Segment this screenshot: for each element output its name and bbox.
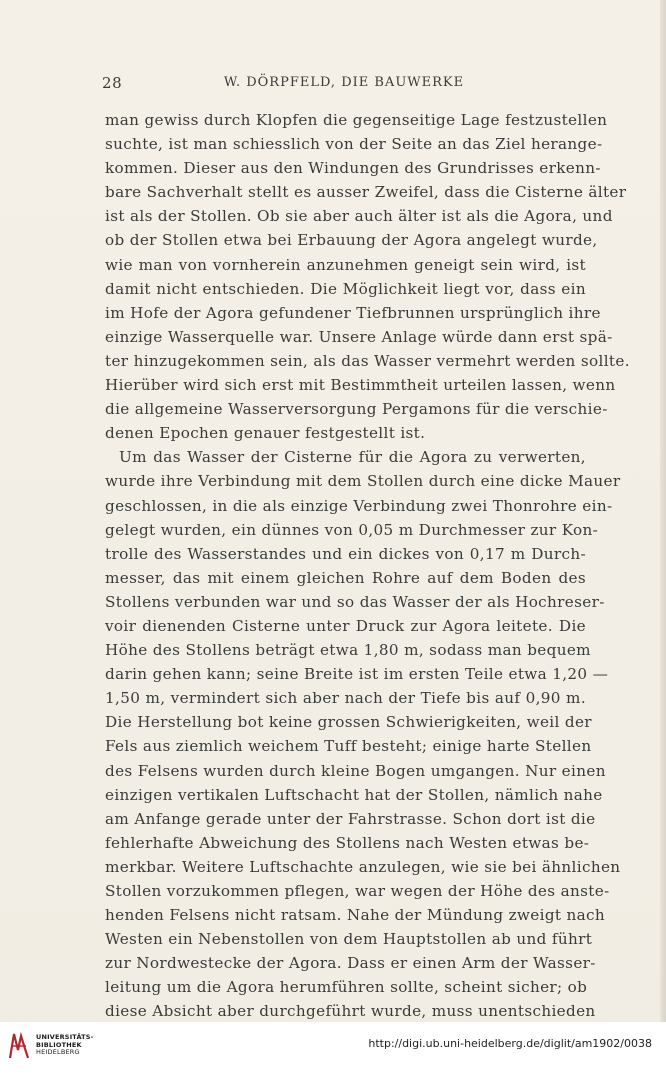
text-line: einzige Wasserquelle war. Unsere Anlage würde dann erst spä- xyxy=(105,327,613,346)
text-line: wurde ihre Verbindung mit dem Stollen durch eine dicke Mauer xyxy=(105,472,621,491)
text-line: damit nicht entschieden. Die Möglichkeit liegt vor, dass ein xyxy=(105,279,586,298)
page-edge-shadow xyxy=(660,0,666,1079)
text-line: Westen ein Nebenstollen von dem Hauptstollen ab und führt xyxy=(105,930,593,949)
library-logo-icon xyxy=(8,1030,30,1060)
text-line: ob der Stollen etwa bei Erbauung der Agora angelegt wurde, xyxy=(105,231,598,250)
running-head xyxy=(102,74,586,94)
text-line: Stollen vorzukommen pflegen, war wegen der Höhe des anste- xyxy=(105,882,610,900)
text-line: Stollens verbunden war und so das Wasser der als Hochreser- xyxy=(105,592,605,611)
text-line: darin gehen kann; seine Breite ist im ersten Teile etwa 1,20 — xyxy=(105,665,609,684)
text-line: suchte, ist man schiesslich von der Seite an das Ziel herange- xyxy=(105,135,603,154)
text-line: leitung um die Agora herumführen sollte, scheint sicher; ob xyxy=(105,978,588,997)
text-line: merkbar. Weitere Luftschachte anzulegen, wie sie bei ähnlichen xyxy=(105,857,621,876)
text-line: man gewiss durch Klopfen die gegenseitige Lage festzustellen xyxy=(105,111,608,129)
library-name-line1: UNIVERSITÄTS- xyxy=(36,1033,94,1041)
text-line: Höhe des Stollens beträgt etwa 1,80 m, sodass man bequem xyxy=(105,641,591,660)
text-line: trolle des Wasserstandes und ein dickes von 0,17 m Durch- xyxy=(105,544,586,563)
text-line: bare Sachverhalt stellt es ausser Zweifel, dass die Cisterne älter xyxy=(105,183,627,202)
running-title: W. DÖRPFELD, DIE BAUWERKE xyxy=(223,75,465,90)
library-name-line2: BIBLIOTHEK xyxy=(36,1040,82,1049)
text-line: denen Epochen genauer festgestellt ist. xyxy=(105,424,426,443)
text-line: voir dienenden Cisterne unter Druck zur Agora leitete. Die xyxy=(105,616,586,635)
text-line: henden Felsens nicht ratsam. Nahe der Mündung zweigt nach xyxy=(105,906,606,925)
text-line: wie man von vornherein anzunehmen geneigt sein wird, ist xyxy=(105,255,586,274)
text-line: Fels aus ziemlich weichem Tuff besteht; einige harte Stellen xyxy=(105,737,592,756)
text-line: zur Nordwestecke der Agora. Dass er einen Arm der Wasser- xyxy=(105,954,596,973)
text-line: einzigen vertikalen Luftschacht hat der Stollen, nämlich nahe xyxy=(105,785,603,804)
text-line: ist als der Stollen. Ob sie aber auch älter ist als die Agora, und xyxy=(105,207,613,226)
text-line: Die Herstellung bot keine grossen Schwierigkeiten, weil der xyxy=(105,713,592,732)
text-line: diese Absicht aber durchgeführt wurde, muss unentschieden xyxy=(105,1002,596,1021)
text-line: kommen. Dieser aus den Windungen des Grundrisses erkenn- xyxy=(105,159,601,178)
text-line: ter hinzugekommen sein, als das Wasser vermehrt werden sollte. xyxy=(105,351,630,370)
library-name-line3: HEIDELBERG xyxy=(36,1048,80,1056)
text-line: fehlerhafte Abweichung des Stollens nach Westen etwas be- xyxy=(105,833,590,852)
page-number: 28 xyxy=(102,74,123,92)
library-name xyxy=(36,1034,94,1057)
text-line: messer, das mit einem gleichen Rohre auf dem Boden des xyxy=(105,568,586,587)
text-line: die allgemeine Wasserversorgung Pergamons für die verschie- xyxy=(105,400,608,419)
body-text xyxy=(105,108,630,1024)
text-line: am Anfange gerade unter der Fahrstrasse. Schon dort ist die xyxy=(105,809,596,828)
source-url-link[interactable]: http://digi.ub.uni-heidelberg.de/diglit/am1902/0038 xyxy=(368,1037,652,1050)
text-line: im Hofe der Agora gefundener Tiefbrunnen ursprünglich ihre xyxy=(105,303,601,322)
text-line: geschlossen, in die als einzige Verbindung zwei Thonrohre ein- xyxy=(105,496,613,515)
footer-bar xyxy=(0,1022,666,1079)
text-line: des Felsens wurden durch kleine Bogen umgangen. Nur einen xyxy=(105,761,606,780)
text-line: 1,50 m, vermindert sich aber nach der Tiefe bis auf 0,90 m. xyxy=(105,689,586,708)
text-line: Um das Wasser der Cisterne für die Agora zu verwerten, xyxy=(119,448,586,467)
text-line: gelegt wurden, ein dünnes von 0,05 m Durchmesser zur Kon- xyxy=(105,520,599,539)
text-line: Hierüber wird sich erst mit Bestimmtheit urteilen lassen, wenn xyxy=(105,376,616,395)
